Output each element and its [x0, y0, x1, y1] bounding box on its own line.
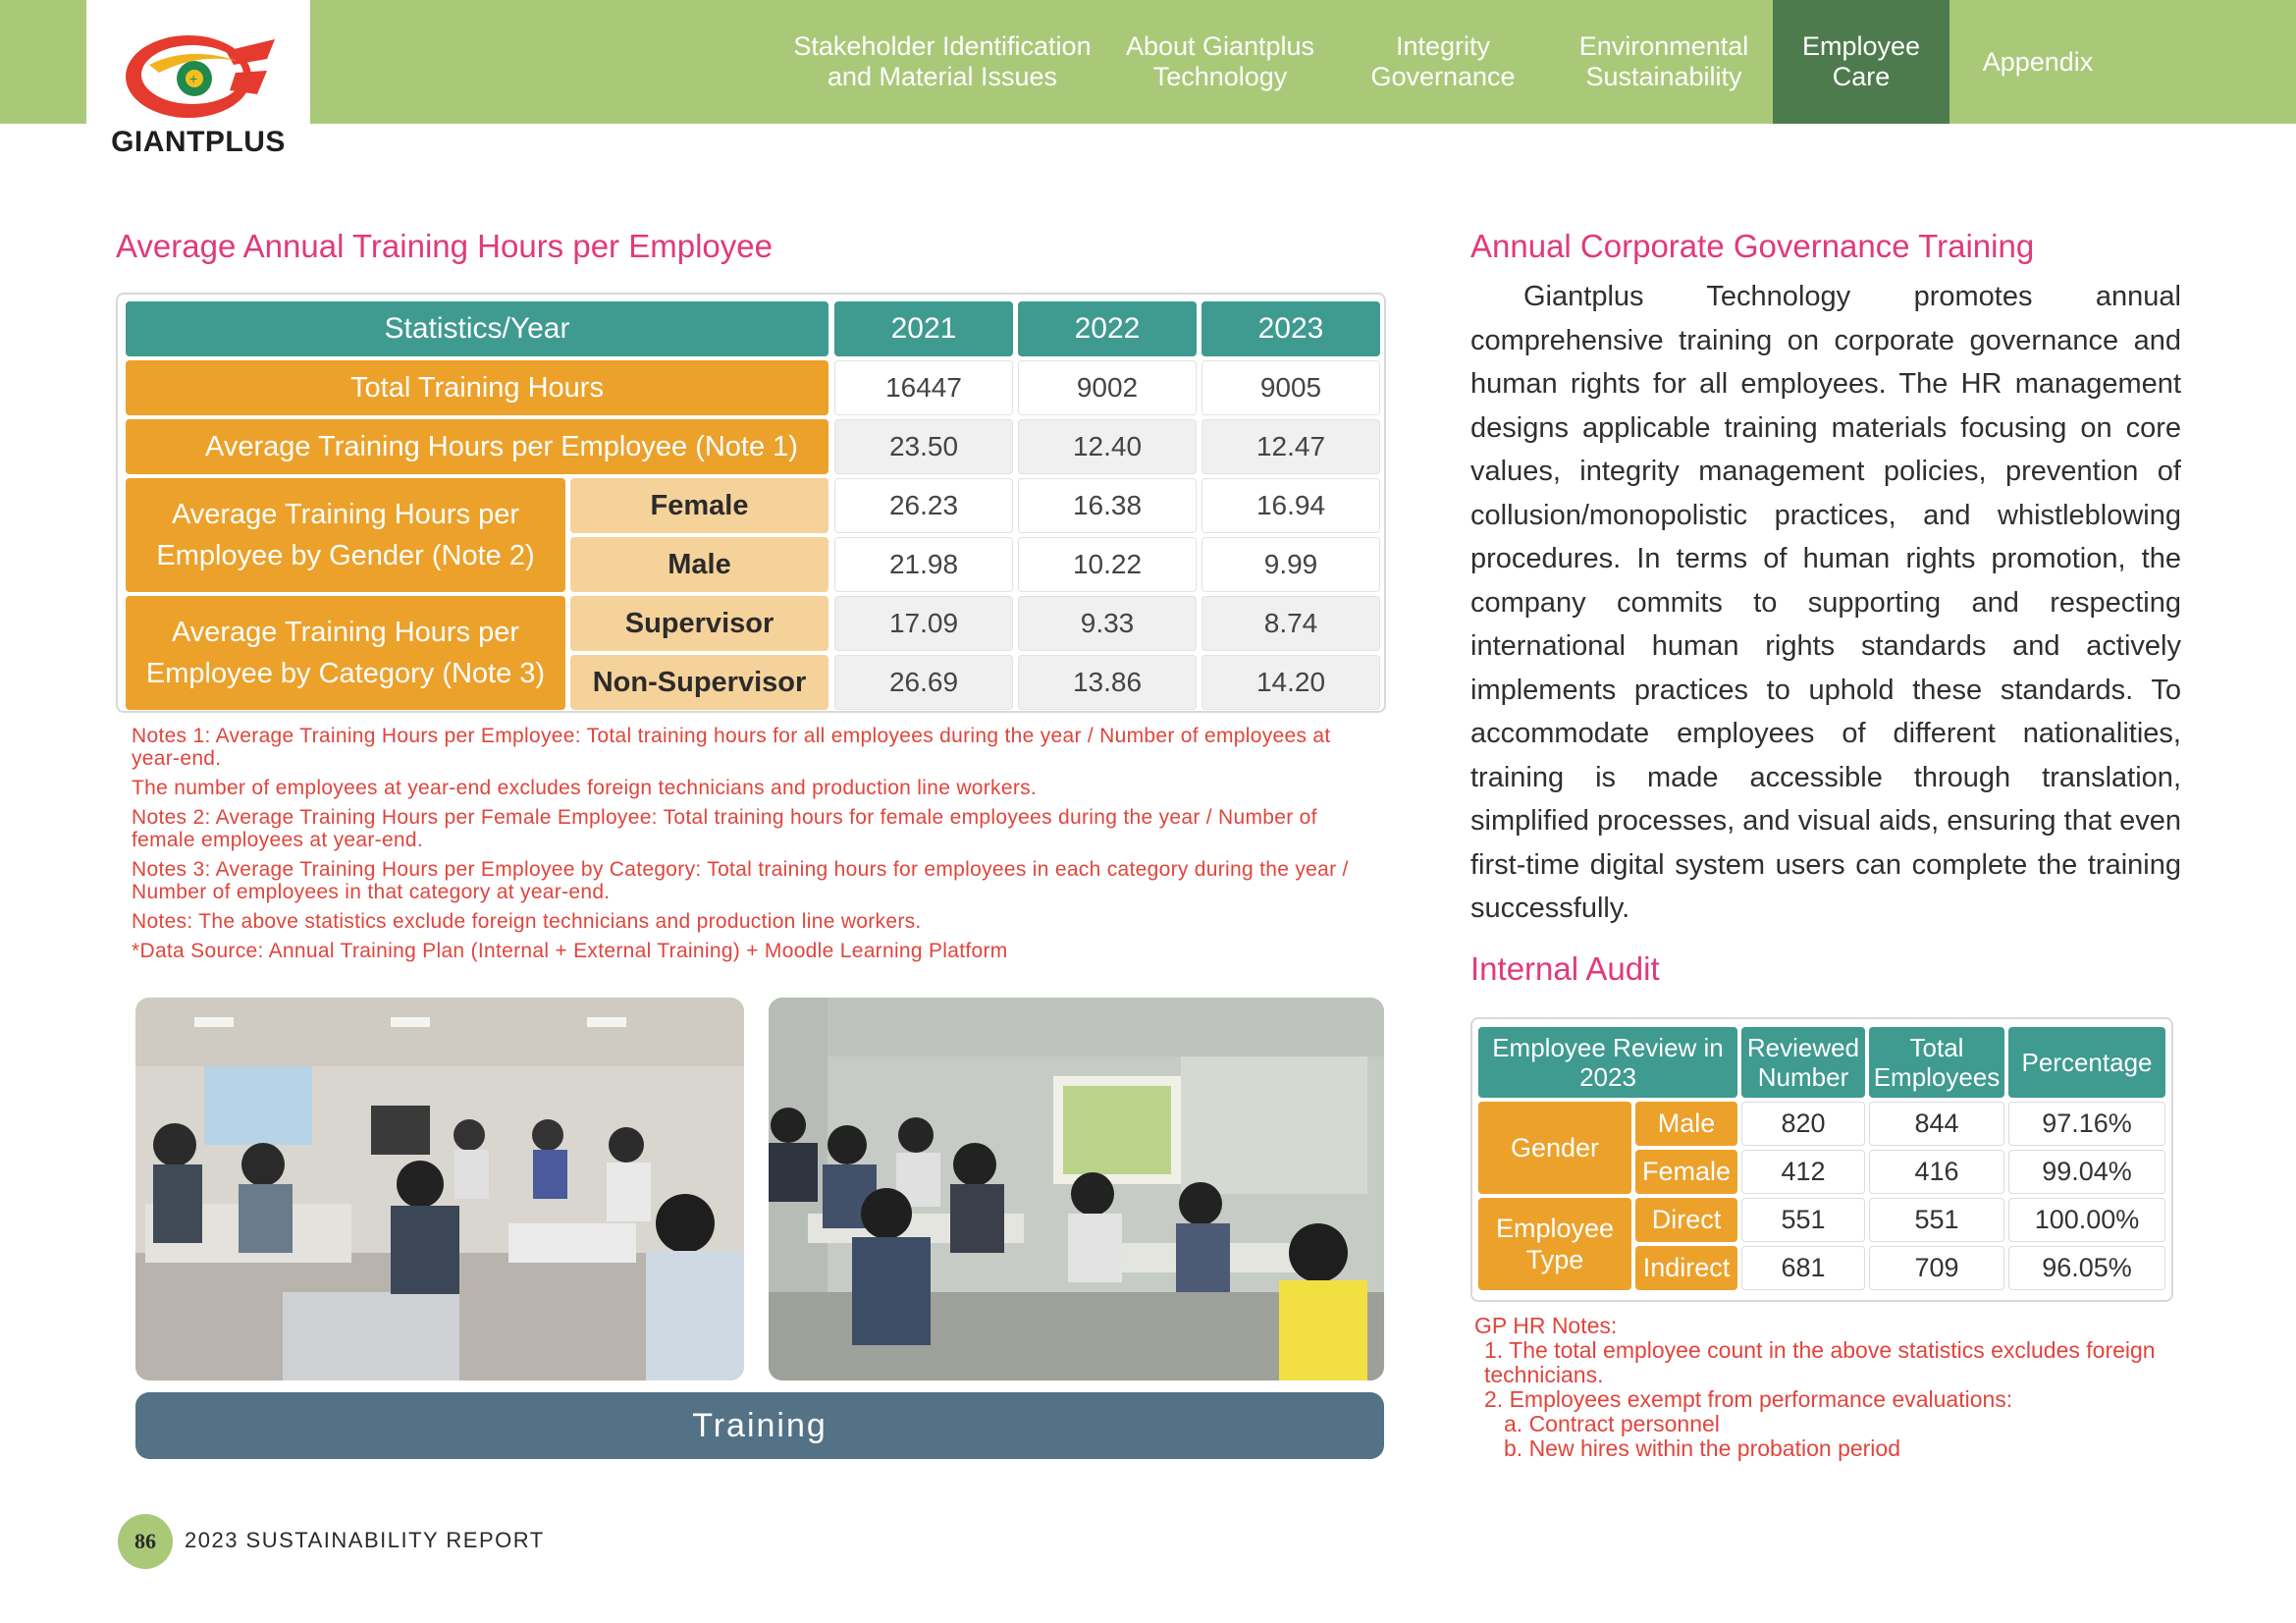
- audit-female-reviewed: 412: [1741, 1150, 1865, 1194]
- audit-notes-title: GP HR Notes:: [1474, 1313, 1618, 1338]
- female-2021: 26.23: [834, 478, 1013, 533]
- female-2022: 16.38: [1018, 478, 1197, 533]
- audit-male-pct: 97.16%: [2008, 1102, 2165, 1146]
- training-table: [116, 293, 1386, 713]
- audit-direct-label: Direct: [1635, 1198, 1737, 1242]
- supervisor-label: Supervisor: [570, 596, 828, 651]
- photo-caption: Training: [135, 1392, 1384, 1459]
- audit-group-employee-type: Employee Type: [1478, 1198, 1631, 1290]
- page-number: 86: [118, 1514, 173, 1569]
- note-3: Notes 3: Average Training Hours per Employee by Category: Total training hours for employees in each category during the year / Number of employees in that category at year-end.: [132, 858, 1349, 903]
- note-1b: The number of employees at year-end excludes foreign technicians and production line workers.: [132, 777, 1038, 799]
- nav-integrity[interactable]: Integrity Governance: [1370, 31, 1516, 91]
- non-supervisor-label: Non-Supervisor: [570, 655, 828, 710]
- category-group-label: Average Training Hours per Employee by Category (Note 3): [126, 596, 565, 710]
- non-supervisor-2021: 26.69: [834, 655, 1013, 710]
- non-supervisor-2022: 13.86: [1018, 655, 1197, 710]
- main-nav: [775, 0, 2126, 124]
- supervisor-2022: 9.33: [1018, 596, 1197, 651]
- audit-indirect-reviewed: 681: [1741, 1246, 1865, 1290]
- note-source: *Data Source: Annual Training Plan (Internal + External Training) + Moodle Learning Platform: [132, 940, 1008, 962]
- audit-indirect-total: 709: [1869, 1246, 2004, 1290]
- audit-note-2a: a. Contract personnel: [1504, 1411, 1720, 1436]
- total-hours-2021: 16447: [834, 360, 1013, 415]
- supervisor-2021: 17.09: [834, 596, 1013, 651]
- nav-stakeholder[interactable]: Stakeholder Identification and Material Issues: [793, 31, 1092, 91]
- training-notes: [132, 725, 1378, 969]
- female-2023: 16.94: [1201, 478, 1380, 533]
- male-2022: 10.22: [1018, 537, 1197, 592]
- average-hours-2022: 12.40: [1018, 419, 1197, 474]
- audit-female-total: 416: [1869, 1150, 2004, 1194]
- note-2: Notes 2: Average Training Hours per Female Employee: Total training hours for female employees during the year / Number of female employees at year-end.: [132, 806, 1317, 851]
- supervisor-2023: 8.74: [1201, 596, 1380, 651]
- audit-female-label: Female: [1635, 1150, 1737, 1194]
- year-header-2023: 2023: [1201, 301, 1380, 356]
- nav-appendix[interactable]: Appendix: [1982, 46, 2094, 77]
- footer-report-title: 2023 SUSTAINABILITY REPORT: [185, 1528, 545, 1552]
- training-photo-2: [769, 998, 1384, 1380]
- nav-environmental[interactable]: Environmental Sustainability: [1578, 31, 1749, 91]
- svg-text:+: +: [189, 71, 198, 86]
- logo[interactable]: [86, 0, 310, 165]
- audit-direct-reviewed: 551: [1741, 1198, 1865, 1242]
- audit-header-total: Total Employees: [1869, 1027, 2004, 1098]
- audit-indirect-pct: 96.05%: [2008, 1246, 2165, 1290]
- average-hours-2021: 23.50: [834, 419, 1013, 474]
- total-hours-2023: 9005: [1201, 360, 1380, 415]
- average-hours-label: Average Training Hours per Employee (Note 1): [126, 419, 828, 474]
- training-section-title: Average Annual Training Hours per Employee: [116, 228, 773, 264]
- audit-table: [1470, 1017, 2173, 1302]
- audit-male-total: 844: [1869, 1102, 2004, 1146]
- audit-group-gender: Gender: [1478, 1102, 1631, 1194]
- logo-text: GIANTPLUS: [111, 126, 286, 158]
- note-exclusion: Notes: The above statistics exclude foreign technicians and production line workers.: [132, 910, 922, 933]
- giantplus-logo-icon: [120, 26, 277, 124]
- audit-note-2b: b. New hires within the probation period: [1504, 1435, 1901, 1461]
- male-2021: 21.98: [834, 537, 1013, 592]
- audit-notes: [1474, 1314, 2181, 1461]
- female-label: Female: [570, 478, 828, 533]
- audit-section-title: Internal Audit: [1470, 950, 1660, 987]
- audit-indirect-label: Indirect: [1635, 1246, 1737, 1290]
- average-hours-2023: 12.47: [1201, 419, 1380, 474]
- audit-header-reviewed: Reviewed Number: [1741, 1027, 1865, 1098]
- governance-body: Giantplus Technology promotes annual comprehensive training on corporate governance and human rights for all employees. The HR management designs applicable training materials focusing on core values, integrity management policies, prevention of collusion/monopolistic practices, and whistleblowing procedures. In terms of human rights promotion, the company commits to supporting and respecting international human rights standards and actively implements practices to uphold these standards. To accommodate employees of different nationalities, training is made accessible through translation, simplified processes, and visual aids, ensuring that even first-time digital system users can complete the training successfully.: [1470, 281, 2181, 924]
- total-hours-2022: 9002: [1018, 360, 1197, 415]
- audit-header-percentage: Percentage: [2008, 1027, 2165, 1098]
- nav-about[interactable]: About Giantplus Technology: [1125, 31, 1315, 91]
- stat-year-header: Statistics/Year: [126, 301, 828, 356]
- male-label: Male: [570, 537, 828, 592]
- total-hours-label: Total Training Hours: [126, 360, 828, 415]
- audit-male-label: Male: [1635, 1102, 1737, 1146]
- year-header-2022: 2022: [1018, 301, 1197, 356]
- audit-female-pct: 99.04%: [2008, 1150, 2165, 1194]
- gender-group-label: Average Training Hours per Employee by Gender (Note 2): [126, 478, 565, 592]
- governance-section-title: Annual Corporate Governance Training: [1470, 228, 2035, 264]
- audit-header-review: Employee Review in 2023: [1478, 1027, 1737, 1098]
- nav-employee-care[interactable]: Employee Care: [1773, 0, 1949, 124]
- audit-note-1: 1. The total employee count in the above statistics excludes foreign technicians.: [1484, 1337, 2156, 1387]
- audit-direct-pct: 100.00%: [2008, 1198, 2165, 1242]
- year-header-2021: 2021: [834, 301, 1013, 356]
- audit-direct-total: 551: [1869, 1198, 2004, 1242]
- male-2023: 9.99: [1201, 537, 1380, 592]
- note-1: Notes 1: Average Training Hours per Employee: Total training hours for all employees during the year / Number of employees at year-end.: [132, 725, 1331, 770]
- audit-male-reviewed: 820: [1741, 1102, 1865, 1146]
- audit-note-2: 2. Employees exempt from performance evaluations:: [1484, 1386, 2013, 1412]
- training-photo-1: [135, 998, 744, 1380]
- non-supervisor-2023: 14.20: [1201, 655, 1380, 710]
